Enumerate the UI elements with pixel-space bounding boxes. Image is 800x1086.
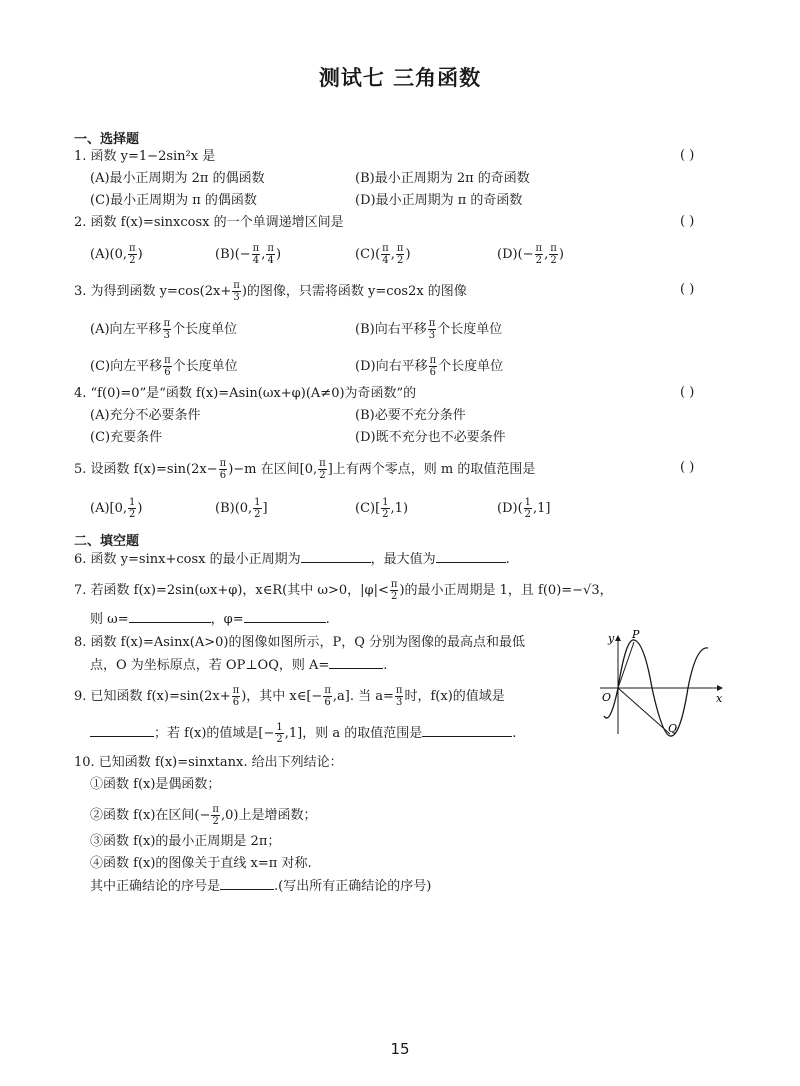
fraction: $\frac{\pi}{4}$ [252, 243, 260, 266]
option-text: (D)(− [497, 247, 534, 262]
y-axis-label: y [608, 632, 615, 645]
page-title: 测试七 三角函数 [318, 66, 482, 90]
stem-text: ②函数 f(x)在区间(− [90, 808, 211, 823]
fraction: $\frac{\pi}{3}$ [395, 685, 403, 708]
fraction: $\frac{\pi}{2}$ [319, 458, 326, 481]
stem-text: ,1]，则 a 的取值范围是 [284, 726, 423, 741]
x-axis-label: x [716, 692, 723, 705]
fraction: $\frac{\pi}{4}$ [267, 243, 274, 266]
option-a [90, 318, 237, 341]
option-text: (D)向右平移 [355, 359, 428, 374]
option-d: (D)既不充分也不必要条件 [355, 430, 506, 445]
stem-text: ]上有两个零点，则 m 的取值范围是 [327, 462, 536, 477]
option-c [355, 243, 411, 266]
stem-text: 点，O 为坐标原点，若 OP⊥OQ，则 A= [90, 658, 330, 673]
option-text: , [544, 247, 549, 262]
stem-text: )，其中 x∈[− [241, 689, 323, 704]
fraction: $\frac{1}{2}$ [276, 722, 283, 745]
option-text: ,1] [533, 501, 551, 516]
answer-paren: ( ) [680, 460, 695, 475]
stem-text: )的最小正周期是 1，且 f(0)=−√3， [399, 583, 613, 598]
option-text: ) [137, 501, 143, 516]
fraction: $\frac{\pi}{6}$ [232, 685, 240, 708]
question-stem: 10. 已知函数 f(x)=sinxtanx. 给出下列结论： [74, 755, 343, 770]
stem-text: . [512, 726, 517, 741]
option-text: 个长度单位 [172, 359, 238, 374]
stem-text: 6. 函数 y=sinx+cosx 的最小正周期为 [74, 552, 301, 567]
conclusion-3: ③函数 f(x)的最小正周期是 2π； [90, 834, 281, 849]
section-heading-choice: 一、选择题 [74, 132, 140, 147]
stem-text: 3. 为得到函数 y=cos(2x+ [74, 284, 232, 299]
fraction: $\frac{\pi}{3}$ [163, 318, 171, 341]
option-b [355, 318, 502, 341]
stem-text: ；若 f(x)的值域是[− [154, 726, 275, 741]
option-d [497, 497, 551, 520]
option-a [90, 243, 143, 266]
stem-text: 则 ω= [90, 612, 129, 627]
answer-blank[interactable] [422, 724, 512, 737]
option-b [215, 497, 268, 520]
point-q-label: Q [668, 722, 678, 735]
fraction: $\frac{1}{2}$ [524, 497, 532, 520]
option-text: ] [262, 501, 268, 516]
option-text: (C)向左平移 [90, 359, 163, 374]
option-d: (D)最小正周期为 π 的奇函数 [355, 193, 523, 208]
stem-text: 5. 设函数 f(x)=sin(2x− [74, 462, 218, 477]
page-number: 15 [390, 1040, 410, 1058]
stem-text: . [505, 552, 510, 567]
option-text: (B)(0, [215, 501, 253, 516]
question-stem [74, 458, 535, 481]
fraction: $\frac{\pi}{2}$ [535, 243, 543, 266]
option-c [90, 355, 238, 378]
option-text: (A)[0, [90, 501, 128, 516]
origin-label: O [602, 691, 612, 704]
option-b: (B)必要不充分条件 [355, 408, 466, 423]
stem-text: ，最大值为 [370, 552, 436, 567]
answer-blank[interactable] [301, 550, 371, 563]
option-text: , [390, 247, 395, 262]
fraction: $\frac{\pi}{2}$ [129, 243, 136, 266]
option-text: ) [137, 247, 143, 262]
answer-blank[interactable] [129, 610, 211, 623]
option-text: (A)向左平移 [90, 322, 162, 337]
option-d [355, 355, 503, 378]
answer-blank[interactable] [220, 877, 274, 890]
fraction: $\frac{\pi}{2}$ [550, 243, 557, 266]
question-line [90, 610, 330, 629]
option-text: ) [275, 247, 282, 262]
point-p-label: P [632, 628, 640, 641]
question-stem [74, 280, 467, 303]
answer-blank[interactable] [436, 550, 506, 563]
stem-text: 其中正确结论的序号是 [90, 879, 221, 894]
answer-paren: ( ) [680, 385, 695, 400]
stem-text: . [383, 658, 388, 673]
question-line [74, 685, 505, 708]
answer-paren: ( ) [680, 214, 695, 229]
fraction: $\frac{\pi}{6}$ [324, 685, 331, 708]
option-b: (B)最小正周期为 2π 的奇函数 [355, 171, 530, 186]
option-text: (B)向右平移 [355, 322, 427, 337]
question-stem: 4. “f(0)=0”是“函数 f(x)=Asin(ωx+φ)(A≠0)为奇函数”的 [74, 386, 417, 401]
option-c: (C)充要条件 [90, 430, 163, 445]
option-text: ) [405, 247, 411, 262]
fraction: $\frac{\pi}{2}$ [396, 243, 404, 266]
fraction: $\frac{\pi}{3}$ [428, 318, 436, 341]
conclusion-2 [90, 804, 316, 827]
stem-text: )的图像，只需将函数 y=cos2x 的图像 [241, 284, 467, 299]
option-a: (A)最小正周期为 2π 的偶函数 [90, 171, 265, 186]
stem-text: )−m 在区间[0, [228, 462, 318, 477]
stem-text: 7. 若函数 f(x)=2sin(ωx+φ)，x∈R(其中 ω>0，|φ|< [74, 583, 389, 598]
fraction: $\frac{\pi}{6}$ [164, 355, 171, 378]
option-text: (A)(0, [90, 247, 128, 262]
answer-paren: ( ) [680, 282, 695, 297]
question-line [90, 656, 387, 675]
fraction: $\frac{\pi}{2}$ [212, 804, 219, 827]
option-c: (C)最小正周期为 π 的偶函数 [90, 193, 257, 208]
option-text: (C)[ [355, 501, 381, 516]
option-text: ,1) [390, 501, 409, 516]
fraction: $\frac{\pi}{3}$ [233, 280, 240, 303]
stem-text: 9. 已知函数 f(x)=sin(2x+ [74, 689, 231, 704]
segment-op [618, 642, 634, 688]
question-6 [74, 550, 510, 569]
question-line [90, 722, 516, 745]
option-c [355, 497, 408, 520]
option-b [215, 243, 281, 266]
option-text: (D)( [497, 501, 523, 516]
answer-paren: ( ) [680, 148, 695, 163]
stem-text: ，φ= [210, 612, 244, 627]
answer-blank[interactable] [90, 724, 154, 737]
question-line: 8. 函数 f(x)=Asinx(A>0)的图像如图所示，P，Q 分别为图像的最高点和最低 [74, 635, 526, 650]
question-stem: 1. 函数 y=1−2sin²x 是 [74, 149, 216, 164]
option-text: (B)(− [215, 247, 251, 262]
answer-blank[interactable] [329, 656, 383, 669]
option-text: ) [558, 247, 564, 262]
option-text: 个长度单位 [172, 322, 238, 337]
fraction: $\frac{1}{2}$ [254, 497, 261, 520]
fraction: $\frac{1}{2}$ [129, 497, 136, 520]
stem-text: ,0)上是增函数； [220, 808, 317, 823]
segment-oq [618, 688, 670, 734]
option-text: (C)( [355, 247, 381, 262]
stem-text: . [325, 612, 330, 627]
option-d [497, 243, 564, 266]
answer-blank[interactable] [244, 610, 326, 623]
sine-graph-figure [590, 628, 730, 740]
stem-text: 时，f(x)的值域是 [404, 689, 505, 704]
option-text: 个长度单位 [438, 359, 504, 374]
stem-text: ,a]. 当 a= [332, 689, 394, 704]
option-a [90, 497, 142, 520]
stem-text: .(写出所有正确结论的序号) [274, 879, 432, 894]
conclusion-1: ①函数 f(x)是偶函数； [90, 777, 221, 792]
fraction: $\frac{\pi}{4}$ [382, 243, 389, 266]
conclusion-4: ④函数 f(x)的图像关于直线 x=π 对称. [90, 856, 312, 871]
fraction: $\frac{\pi}{6}$ [429, 355, 437, 378]
section-heading-fill: 二、填空题 [74, 534, 140, 549]
option-text: 个长度单位 [437, 322, 503, 337]
fraction: $\frac{1}{2}$ [382, 497, 389, 520]
option-text: , [261, 247, 266, 262]
fraction: $\frac{\pi}{6}$ [219, 458, 227, 481]
option-a: (A)充分不必要条件 [90, 408, 201, 423]
question-line [74, 579, 613, 602]
question-stem: 2. 函数 f(x)=sinxcosx 的一个单调递增区间是 [74, 215, 344, 230]
fraction: $\frac{\pi}{2}$ [390, 579, 398, 602]
question-ending [90, 877, 431, 896]
